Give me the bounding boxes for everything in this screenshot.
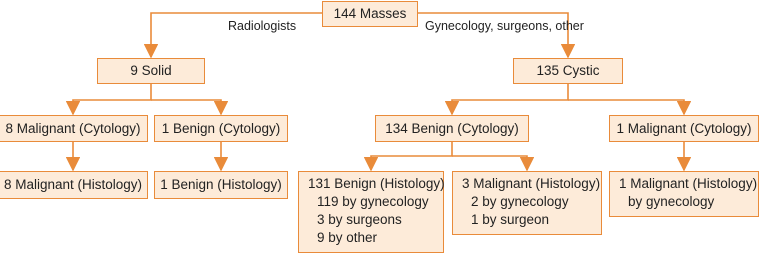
node-root-masses: 144 Masses [322,1,418,27]
node-line-other: 9 by other [317,230,378,245]
node-solid-malignant-cytology: 8 Malignant (Cytology) [0,115,148,142]
node-line-surgeon: 1 by surgeon [471,212,550,227]
edge-label-radiologists: Radiologists [228,19,297,33]
node-cystic: 135 Cystic [513,58,623,84]
node-cystic-malignant-cytology: 1 Malignant (Cytology) [609,115,759,142]
node-solid-benign-cytology: 1 Benign (Cytology) [154,115,288,142]
edge-label-gynecology-surgeons-other: Gynecology, surgeons, other [425,19,584,33]
connector-cystic-malignant [568,100,684,114]
node-line-gynecology: 2 by gynecology [471,194,569,209]
node-solid-benign-histology: 1 Benign (Histology) [154,171,288,199]
node-line-surgeons: 3 by surgeons [317,212,402,227]
node-cystic-benign-histology [298,171,444,253]
connector-cystic-benign-malignant [452,156,527,170]
connector-cystic-benign-branch [371,142,452,170]
connector-solid-branch [73,84,151,114]
connector-cystic-branch [452,84,568,114]
node-line-gynecology: 119 by gynecology [317,194,429,209]
node-cystic-benign-histology-title: 131 Benign (Histology) [308,176,445,191]
node-cystic-malignant-histology-2-title: 1 Malignant (Histology) [619,176,758,191]
node-solid-malignant-histology: 8 Malignant (Histology) [0,171,148,199]
node-cystic-malignant-histology-2 [609,171,759,217]
node-cystic-malignant-histology [452,171,602,235]
connector-solid-benign [151,100,221,114]
node-cystic-malignant-histology-title: 3 Malignant (Histology) [462,176,601,191]
node-cystic-benign-cytology: 134 Benign (Cytology) [375,115,529,142]
node-solid: 9 Solid [97,58,205,84]
node-line-gynecology: by gynecology [628,194,715,209]
